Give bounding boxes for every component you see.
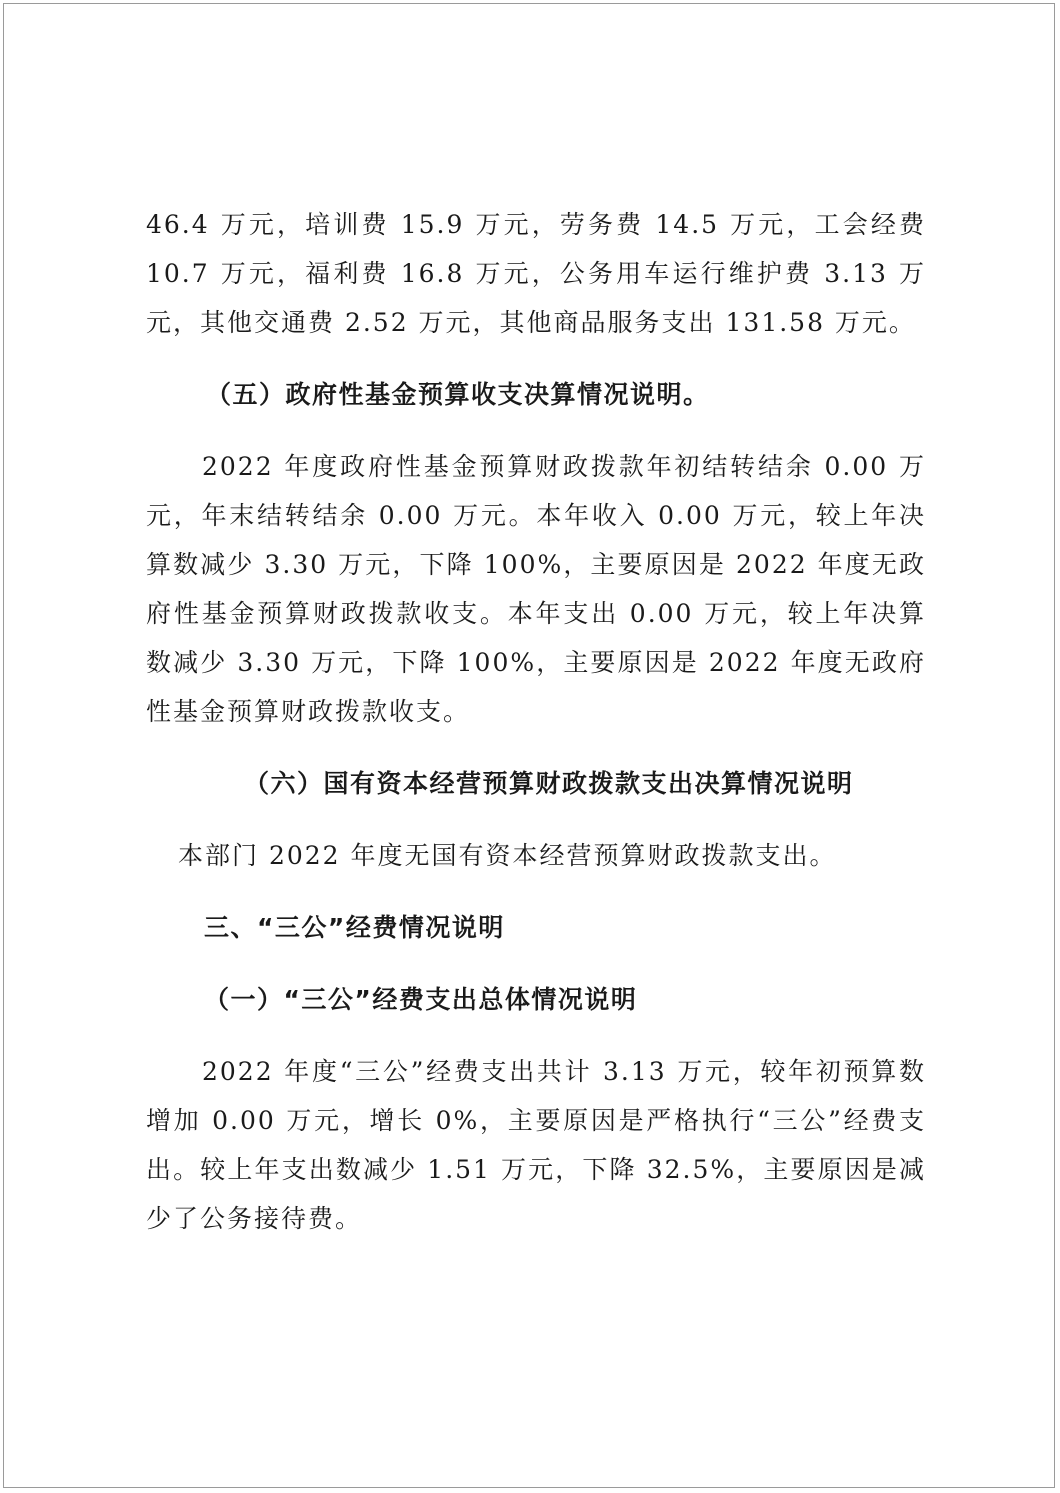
paragraph-state-capital: 本部门 2022 年度无国有资本经营预算财政拨款支出。 [178, 841, 837, 870]
section-heading-three-public-overview: （一）“三公”经费支出总体情况说明 [204, 985, 638, 1014]
document-page [3, 3, 1055, 1488]
section-heading-state-capital: （六）国有资本经营预算财政拨款支出决算情况说明 [244, 769, 854, 798]
chapter-heading-three-public: 三、“三公”经费情况说明 [204, 913, 505, 942]
document-body [146, 200, 926, 1243]
section-heading-government-fund: （五）政府性基金预算收支决算情况说明。 [206, 380, 710, 409]
paragraph-three-public-overview: 2022 年度“三公”经费支出共计 3.13 万元，较年初预算数增加 0.00 万元，增长 0%，主要原因是严格执行“三公”经费支出。较上年支出数减少 1.51 万元，下降 32.5%，主要原因是减少了公务接待费。 [146, 1057, 926, 1233]
paragraph-government-fund: 2022 年度政府性基金预算财政拨款年初结转结余 0.00 万元，年末结转结余 0.00 万元。本年收入 0.00 万元，较上年决算数减少 3.30 万元，下降 100%，主要原因是 2022 年度无政府性基金预算财政拨款收支。本年支出 0.00 万元，较上年决算数减少 3.30 万元，下降 100%，主要原因是 2022 年度无政府性基金预算财政拨款收支。 [146, 452, 926, 726]
paragraph-expense-continuation: 46.4 万元，培训费 15.9 万元，劳务费 14.5 万元，工会经费 10.7 万元，福利费 16.8 万元，公务用车运行维护费 3.13 万元，其他交通费 2.52 万元，其他商品服务支出 131.58 万元。 [146, 210, 926, 337]
